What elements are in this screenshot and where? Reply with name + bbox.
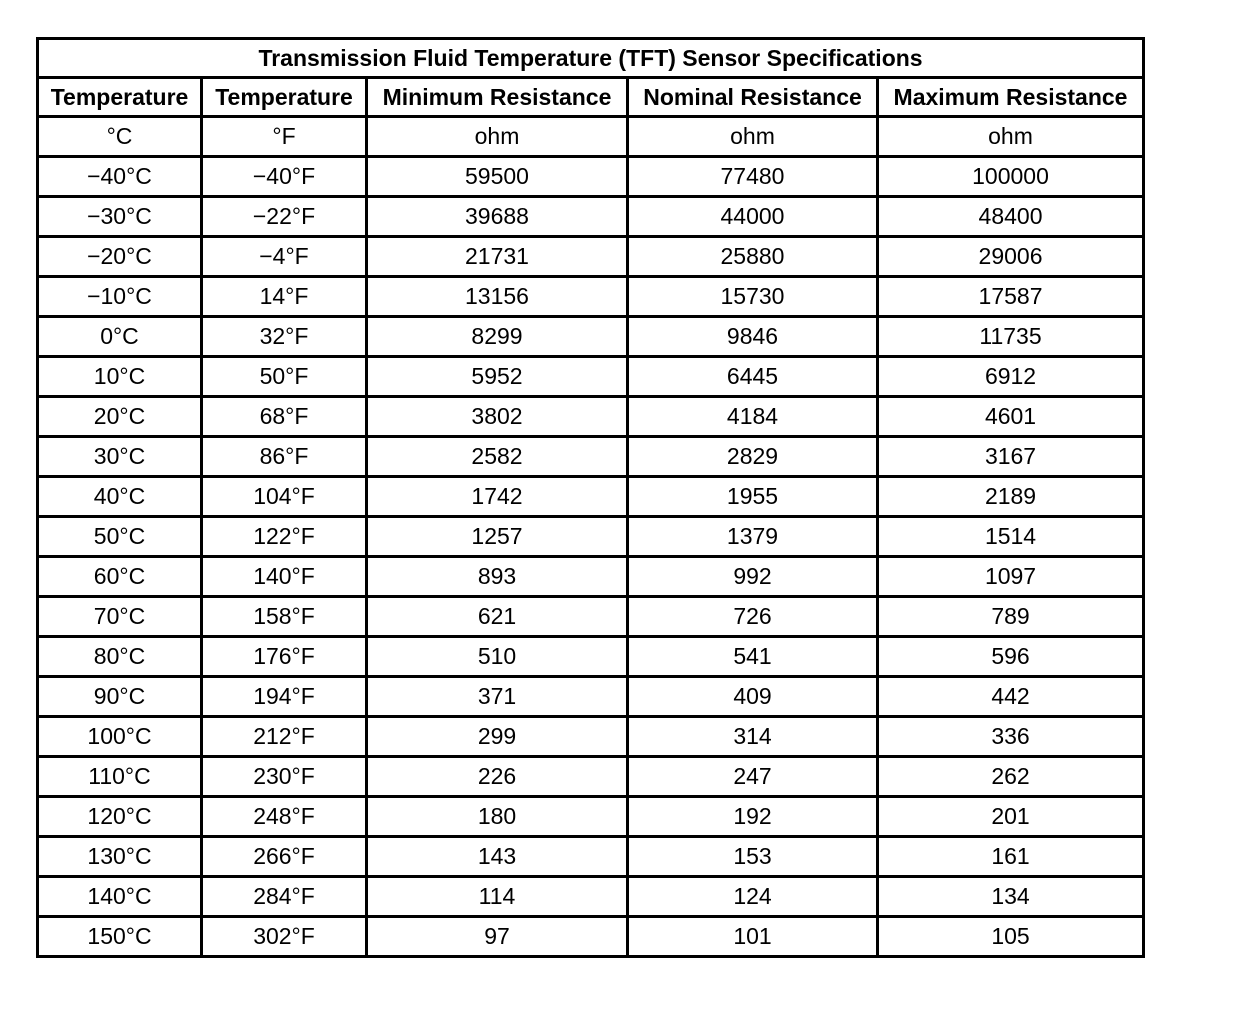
cell-maximum-resistance: 29006 xyxy=(878,237,1144,277)
table-row xyxy=(38,277,1144,317)
cell-celsius: −10°C xyxy=(38,277,202,317)
cell-fahrenheit: 14°F xyxy=(202,277,367,317)
cell-celsius: 100°C xyxy=(38,717,202,757)
cell-minimum-resistance: 1742 xyxy=(367,477,628,517)
table-row xyxy=(38,677,1144,717)
cell-fahrenheit: 176°F xyxy=(202,637,367,677)
cell-celsius: 110°C xyxy=(38,757,202,797)
cell-maximum-resistance: 11735 xyxy=(878,317,1144,357)
cell-nominal-resistance: 1379 xyxy=(628,517,878,557)
cell-fahrenheit: 284°F xyxy=(202,877,367,917)
table-body xyxy=(38,157,1144,957)
cell-fahrenheit: 104°F xyxy=(202,477,367,517)
cell-celsius: 150°C xyxy=(38,917,202,957)
cell-nominal-resistance: 101 xyxy=(628,917,878,957)
table-row xyxy=(38,797,1144,837)
table-row xyxy=(38,917,1144,957)
cell-celsius: 140°C xyxy=(38,877,202,917)
cell-nominal-resistance: 314 xyxy=(628,717,878,757)
unit-ohm-min: ohm xyxy=(367,117,628,157)
tft-spec-table xyxy=(36,37,1145,958)
cell-celsius: 30°C xyxy=(38,437,202,477)
table-row xyxy=(38,197,1144,237)
table-unit-row xyxy=(38,117,1144,157)
table-header-row xyxy=(38,78,1144,117)
cell-celsius: 90°C xyxy=(38,677,202,717)
table-title-row xyxy=(38,39,1144,78)
cell-minimum-resistance: 299 xyxy=(367,717,628,757)
cell-fahrenheit: 248°F xyxy=(202,797,367,837)
cell-minimum-resistance: 510 xyxy=(367,637,628,677)
cell-fahrenheit: 194°F xyxy=(202,677,367,717)
cell-fahrenheit: 302°F xyxy=(202,917,367,957)
cell-nominal-resistance: 2829 xyxy=(628,437,878,477)
cell-maximum-resistance: 262 xyxy=(878,757,1144,797)
cell-maximum-resistance: 134 xyxy=(878,877,1144,917)
cell-maximum-resistance: 2189 xyxy=(878,477,1144,517)
cell-minimum-resistance: 621 xyxy=(367,597,628,637)
table-row xyxy=(38,637,1144,677)
table-row xyxy=(38,717,1144,757)
cell-minimum-resistance: 8299 xyxy=(367,317,628,357)
cell-minimum-resistance: 21731 xyxy=(367,237,628,277)
cell-nominal-resistance: 44000 xyxy=(628,197,878,237)
cell-nominal-resistance: 541 xyxy=(628,637,878,677)
cell-fahrenheit: −40°F xyxy=(202,157,367,197)
cell-fahrenheit: −22°F xyxy=(202,197,367,237)
cell-nominal-resistance: 992 xyxy=(628,557,878,597)
header-maximum-resistance: Maximum Resistance xyxy=(878,78,1144,117)
cell-fahrenheit: 122°F xyxy=(202,517,367,557)
cell-minimum-resistance: 371 xyxy=(367,677,628,717)
table-row xyxy=(38,317,1144,357)
cell-fahrenheit: 230°F xyxy=(202,757,367,797)
cell-maximum-resistance: 4601 xyxy=(878,397,1144,437)
header-nominal-resistance: Nominal Resistance xyxy=(628,78,878,117)
header-temperature-f: Temperature xyxy=(202,78,367,117)
cell-nominal-resistance: 6445 xyxy=(628,357,878,397)
cell-nominal-resistance: 409 xyxy=(628,677,878,717)
cell-celsius: 70°C xyxy=(38,597,202,637)
cell-minimum-resistance: 114 xyxy=(367,877,628,917)
cell-minimum-resistance: 59500 xyxy=(367,157,628,197)
cell-celsius: 60°C xyxy=(38,557,202,597)
cell-maximum-resistance: 336 xyxy=(878,717,1144,757)
cell-maximum-resistance: 789 xyxy=(878,597,1144,637)
table-row xyxy=(38,557,1144,597)
cell-minimum-resistance: 39688 xyxy=(367,197,628,237)
cell-nominal-resistance: 1955 xyxy=(628,477,878,517)
cell-maximum-resistance: 161 xyxy=(878,837,1144,877)
cell-celsius: −30°C xyxy=(38,197,202,237)
cell-nominal-resistance: 25880 xyxy=(628,237,878,277)
cell-fahrenheit: 86°F xyxy=(202,437,367,477)
cell-celsius: −20°C xyxy=(38,237,202,277)
cell-maximum-resistance: 201 xyxy=(878,797,1144,837)
cell-fahrenheit: 266°F xyxy=(202,837,367,877)
cell-maximum-resistance: 17587 xyxy=(878,277,1144,317)
table-row xyxy=(38,237,1144,277)
cell-nominal-resistance: 247 xyxy=(628,757,878,797)
table-row xyxy=(38,437,1144,477)
cell-fahrenheit: 140°F xyxy=(202,557,367,597)
table-row xyxy=(38,397,1144,437)
cell-minimum-resistance: 893 xyxy=(367,557,628,597)
cell-celsius: 130°C xyxy=(38,837,202,877)
cell-fahrenheit: 158°F xyxy=(202,597,367,637)
cell-nominal-resistance: 77480 xyxy=(628,157,878,197)
header-temperature-c: Temperature xyxy=(38,78,202,117)
cell-minimum-resistance: 1257 xyxy=(367,517,628,557)
unit-fahrenheit: °F xyxy=(202,117,367,157)
unit-ohm-nominal: ohm xyxy=(628,117,878,157)
cell-maximum-resistance: 3167 xyxy=(878,437,1144,477)
cell-maximum-resistance: 48400 xyxy=(878,197,1144,237)
table-row xyxy=(38,597,1144,637)
cell-celsius: 40°C xyxy=(38,477,202,517)
cell-minimum-resistance: 5952 xyxy=(367,357,628,397)
cell-maximum-resistance: 6912 xyxy=(878,357,1144,397)
cell-minimum-resistance: 2582 xyxy=(367,437,628,477)
header-minimum-resistance: Minimum Resistance xyxy=(367,78,628,117)
table-row xyxy=(38,877,1144,917)
cell-celsius: 10°C xyxy=(38,357,202,397)
cell-maximum-resistance: 442 xyxy=(878,677,1144,717)
unit-ohm-max: ohm xyxy=(878,117,1144,157)
cell-minimum-resistance: 13156 xyxy=(367,277,628,317)
cell-maximum-resistance: 596 xyxy=(878,637,1144,677)
cell-maximum-resistance: 100000 xyxy=(878,157,1144,197)
table-row xyxy=(38,757,1144,797)
cell-maximum-resistance: 1514 xyxy=(878,517,1144,557)
cell-celsius: 50°C xyxy=(38,517,202,557)
cell-maximum-resistance: 1097 xyxy=(878,557,1144,597)
cell-nominal-resistance: 124 xyxy=(628,877,878,917)
table-row xyxy=(38,357,1144,397)
cell-fahrenheit: −4°F xyxy=(202,237,367,277)
cell-minimum-resistance: 180 xyxy=(367,797,628,837)
cell-minimum-resistance: 97 xyxy=(367,917,628,957)
cell-fahrenheit: 68°F xyxy=(202,397,367,437)
cell-minimum-resistance: 143 xyxy=(367,837,628,877)
cell-celsius: 120°C xyxy=(38,797,202,837)
cell-minimum-resistance: 3802 xyxy=(367,397,628,437)
unit-celsius: °C xyxy=(38,117,202,157)
cell-celsius: 20°C xyxy=(38,397,202,437)
cell-celsius: −40°C xyxy=(38,157,202,197)
cell-fahrenheit: 32°F xyxy=(202,317,367,357)
table-row xyxy=(38,517,1144,557)
cell-nominal-resistance: 153 xyxy=(628,837,878,877)
table-title: Transmission Fluid Temperature (TFT) Sensor Specifications xyxy=(38,39,1144,78)
cell-nominal-resistance: 9846 xyxy=(628,317,878,357)
cell-nominal-resistance: 15730 xyxy=(628,277,878,317)
cell-maximum-resistance: 105 xyxy=(878,917,1144,957)
cell-celsius: 0°C xyxy=(38,317,202,357)
cell-nominal-resistance: 726 xyxy=(628,597,878,637)
table-row xyxy=(38,477,1144,517)
cell-fahrenheit: 212°F xyxy=(202,717,367,757)
cell-minimum-resistance: 226 xyxy=(367,757,628,797)
cell-nominal-resistance: 4184 xyxy=(628,397,878,437)
table-row xyxy=(38,837,1144,877)
table-row xyxy=(38,157,1144,197)
cell-fahrenheit: 50°F xyxy=(202,357,367,397)
cell-nominal-resistance: 192 xyxy=(628,797,878,837)
cell-celsius: 80°C xyxy=(38,637,202,677)
